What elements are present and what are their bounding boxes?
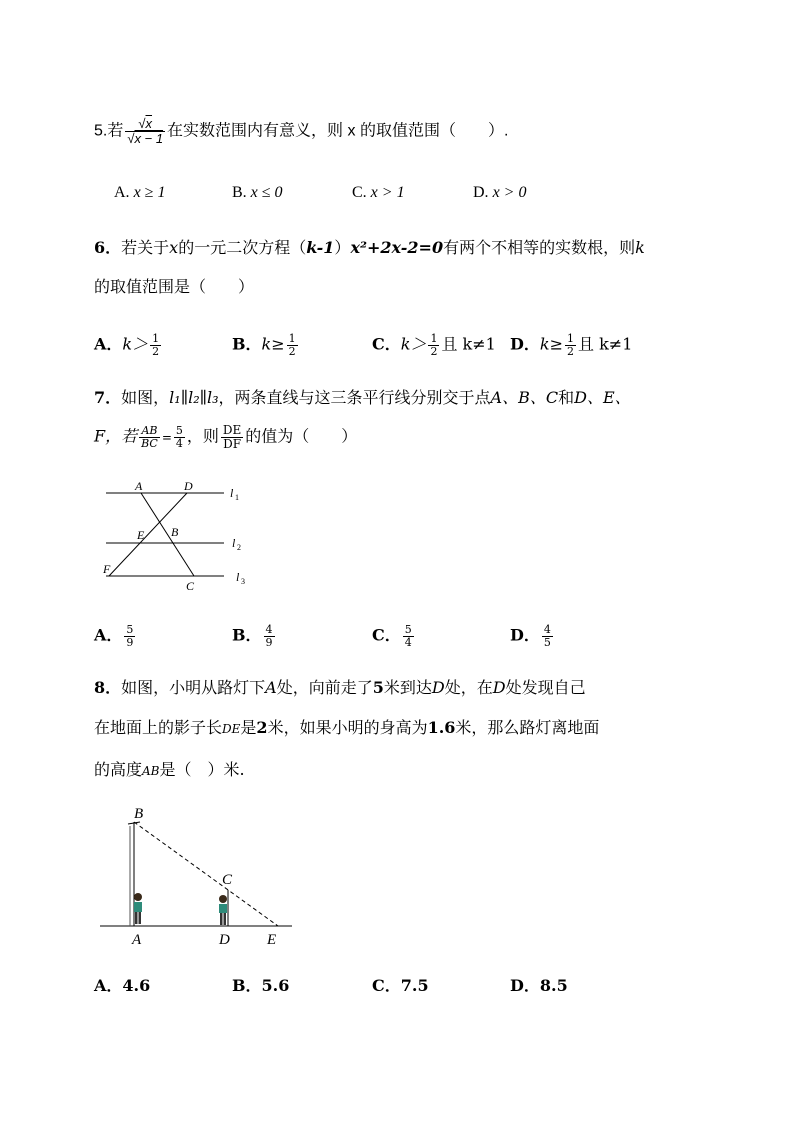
q8-number: 8．: [94, 678, 122, 697]
q5-option-d[interactable]: D. x > 0: [473, 184, 527, 201]
q7-ratio-value: $\frac{5}{4}$: [175, 424, 183, 450]
q5-stem-text: 在实数范围内有意义，则 x 的取值范围（ ）.: [167, 122, 509, 140]
q6-text-d: 有两个不相等的实数根，则: [443, 238, 636, 257]
q5-radical-bottom: √x − 1: [127, 130, 164, 146]
q7-label-f: F: [103, 562, 111, 576]
q8-option-a[interactable]: A．4.6: [94, 976, 151, 995]
q7-number: 7．: [94, 388, 122, 407]
q7-sub-1: 1: [235, 493, 239, 502]
q8-five: 5: [372, 678, 384, 697]
q8-text-b: 处，向前走了: [276, 678, 373, 697]
q7-option-b[interactable]: B． $\frac{4}{9}$: [232, 623, 273, 649]
q7-label-c: C: [186, 579, 195, 593]
q7-points: A、B、C: [490, 388, 559, 407]
q6-k-minus-1: k-1: [306, 238, 335, 257]
q7-label-l3: l: [236, 570, 240, 584]
q6-option-d[interactable]: D．k≥ $\frac{1}{2}$ 且 k≠1: [510, 332, 633, 358]
q7-option-d[interactable]: D． $\frac{4}{5}$: [510, 623, 551, 649]
q8-var-a: A: [265, 678, 277, 697]
q8-two: 2: [256, 718, 268, 737]
q8-var-ab: AB: [142, 764, 160, 778]
q8-height: 1.6: [427, 718, 456, 737]
q7-label-b: B: [171, 525, 179, 539]
q8-text-c: 米到达: [383, 678, 432, 697]
q7-eq: =: [161, 430, 172, 445]
q7-ratio: $\frac{AB}{BC}$: [141, 424, 158, 450]
q6-text-b: 的一元二次方程（: [178, 238, 307, 257]
q7-ask: $\frac{DE}{DF}$: [222, 423, 242, 451]
q7-label-a: A: [135, 479, 143, 493]
q8-label-d: D: [219, 932, 230, 948]
q5-number: 5.: [94, 122, 108, 140]
q8-text-k: 是（ ）米.: [159, 760, 245, 779]
q8-line3: [94, 762, 245, 778]
q6-equation: x²+2x-2=0: [350, 238, 444, 257]
q7-points2: D、E、: [574, 388, 631, 407]
q7-label-l1: l: [230, 486, 234, 500]
q5-option-b[interactable]: B. x ≤ 0: [232, 184, 283, 201]
q7-figure: [94, 478, 254, 594]
q6-var-x: x: [169, 238, 179, 257]
q7-text-c: 和: [558, 388, 575, 407]
q8-text-h: 米，如果小明的身高为: [267, 718, 428, 737]
q8-person-a-icon: [134, 893, 142, 924]
q8-text-j: 的高度: [94, 760, 143, 779]
q6-line2: 的取值范围是（ ）: [94, 277, 255, 296]
q5-radical-top: √x: [125, 117, 165, 132]
q6-var-k: k: [635, 238, 645, 257]
q8-person-d-icon: [219, 895, 227, 925]
q8-figure: [94, 800, 304, 952]
q8-text-a: 如图，小明从路灯下: [121, 678, 266, 697]
q7-text-c2: 的值为（ ）: [245, 426, 358, 446]
q7-sub-3: 3: [241, 577, 245, 586]
q5-stem: [94, 117, 508, 145]
q5-lead: 若: [107, 122, 124, 140]
q8-label-c: C: [222, 872, 233, 888]
q7-parallel-lines: l₁∥l₂∥l₃: [169, 388, 219, 407]
q7-sub-2: 2: [237, 543, 241, 552]
q7-option-a[interactable]: A． $\frac{5}{9}$: [94, 623, 134, 649]
q8-label-e: E: [267, 932, 277, 948]
q8-line2: [94, 720, 599, 736]
q8-var-d: D: [431, 678, 445, 697]
q8-line1: [94, 680, 586, 696]
q7-line2: [94, 424, 357, 450]
q8-var-d2: D: [492, 678, 506, 697]
q5-option-a[interactable]: A. x ≥ 1: [114, 184, 166, 201]
q6-option-b[interactable]: B．k≥ $\frac{1}{2}$: [232, 332, 296, 358]
q7-text-b: ，两条直线与这三条平行线分别交于点: [218, 388, 491, 407]
q5-option-c[interactable]: C. x > 1: [352, 184, 405, 201]
q8-text-f: 在地面上的影子长: [94, 718, 223, 737]
q8-label-a: A: [132, 932, 142, 948]
q7-line1: [94, 390, 631, 406]
q6-option-c[interactable]: C．k＞ $\frac{1}{2}$ 且 k≠1: [372, 332, 496, 358]
q8-text-e: 处发现自己: [505, 678, 586, 697]
q7-text-ze: ，则: [186, 426, 219, 446]
q6-option-a[interactable]: A．k＞ $\frac{1}{2}$: [94, 332, 160, 358]
q7-label-d: D: [184, 479, 193, 493]
q8-label-b: B: [134, 806, 144, 822]
q8-text-d: 处，在: [444, 678, 493, 697]
q8-option-c[interactable]: C．7.5: [372, 976, 429, 995]
q8-var-de: DE: [222, 722, 241, 736]
q6-text-a: 若关于: [121, 238, 170, 257]
q8-text-g: 是: [240, 718, 257, 737]
q5-radical-fraction: [125, 117, 165, 145]
q7-transversal-ac: [141, 493, 194, 576]
q6-text-c: ）: [334, 238, 351, 257]
q7-label-e: E: [137, 528, 145, 542]
q7-option-c[interactable]: C． $\frac{5}{4}$: [372, 623, 412, 649]
q8-option-d[interactable]: D．8.5: [510, 976, 568, 995]
q6-line1: [94, 240, 645, 256]
q8-text-i: 米，那么路灯离地面: [455, 718, 600, 737]
q8-option-b[interactable]: B．5.6: [232, 976, 290, 995]
q6-number: 6．: [94, 238, 122, 257]
q8-shadow-ray: [134, 822, 278, 926]
q7-text-f: F，若: [94, 426, 138, 446]
q7-text-a: 如图，: [121, 388, 170, 407]
q7-label-l2: l: [232, 536, 236, 550]
